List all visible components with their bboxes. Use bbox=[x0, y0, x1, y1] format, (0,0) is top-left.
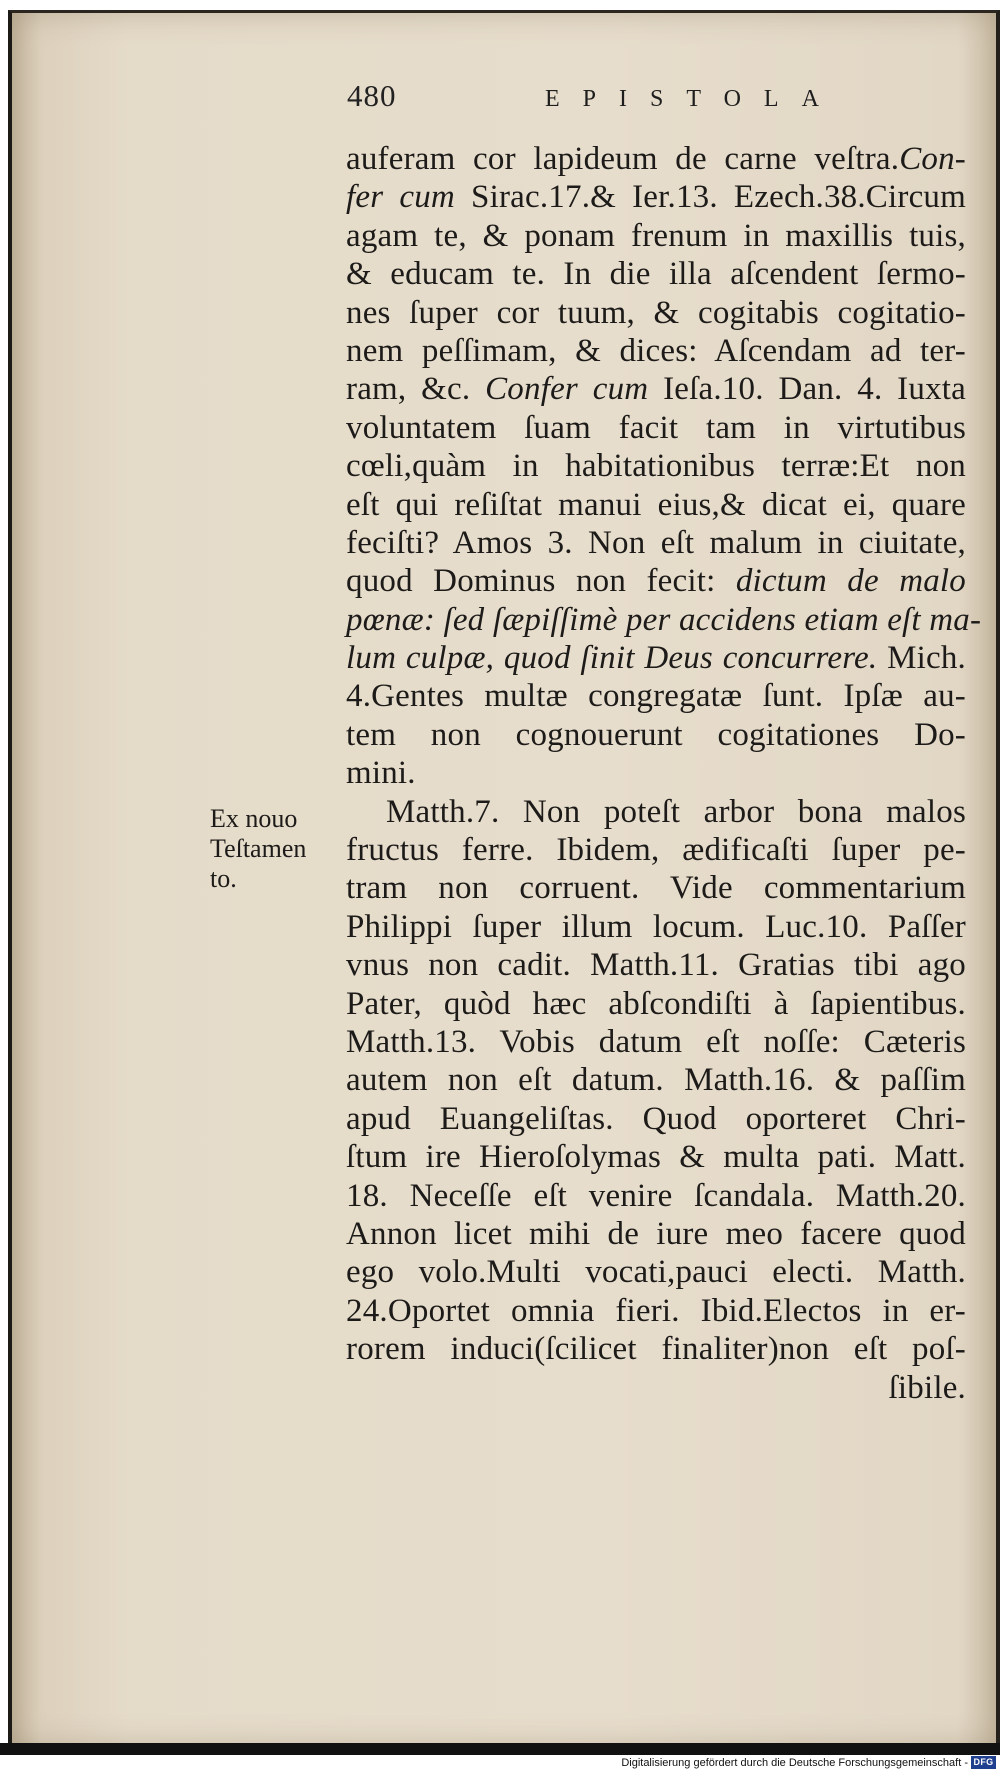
text-line: pœnæ: ſed ſæpiſſimè per accidens etiam eſt ma- bbox=[346, 601, 982, 638]
text-line: apud Euangeliſtas. Quod oporteret Chri- bbox=[346, 1100, 966, 1137]
text-line: ſtum ire Hieroſolymas & multa pati. Matt. bbox=[346, 1139, 966, 1176]
text-line: voluntatem ſuam facit tam in virtutibus bbox=[346, 409, 966, 446]
margin-note bbox=[210, 804, 350, 894]
digitization-credit: Digitalisierung gefördert durch die Deutsche Forschungsgemeinschaft - bbox=[621, 1757, 968, 1769]
text-line: quod Dominus non fecit: dictum de malo bbox=[346, 563, 966, 600]
text-line: Philippi ſuper illum locum. Luc.10. Paſſer bbox=[346, 908, 966, 945]
text-line: ram, &c. Confer cum Ieſa.10. Dan. 4. Iuxta bbox=[346, 371, 966, 408]
text-line: agam te, & ponam frenum in maxillis tuis, bbox=[346, 217, 966, 254]
text-line: feciſti? Amos 3. Non eſt malum in ciuitate, bbox=[346, 524, 966, 561]
margin-note-line: Teſtamen bbox=[210, 834, 307, 863]
text-line: 4.Gentes multæ congregatæ ſunt. Ipſæ au- bbox=[346, 678, 966, 715]
text-line: ego volo.Multi vocati,pauci electi. Matth. bbox=[346, 1254, 966, 1291]
body-text bbox=[346, 140, 982, 1407]
text-line: 24.Oportet omnia fieri. Ibid.Electos in er- bbox=[346, 1292, 966, 1329]
text-line: 18. Neceſſe eſt venire ſcandala. Matth.20. bbox=[346, 1177, 966, 1214]
margin-note-line: Ex nouo bbox=[210, 804, 298, 833]
text-line: ſibile. bbox=[888, 1369, 966, 1406]
text-line: Matth.7. Non poteſt arbor bona malos bbox=[386, 793, 966, 830]
dfg-logo: DFG bbox=[971, 1756, 996, 1769]
text-line: Pater, quòd hæc abſcondiſti à ſapientibus. bbox=[346, 985, 966, 1022]
text-line: tem non cognouerunt cogitationes Do- bbox=[346, 716, 966, 753]
text-line: fructus ferre. Ibidem, ædificaſti ſuper pe- bbox=[346, 832, 966, 869]
text-line: tram non corruent. Vide commentarium bbox=[346, 870, 966, 907]
scan-bottom-edge bbox=[0, 1743, 1000, 1755]
text-line: cœli,quàm in habitationibus terræ:Et non bbox=[346, 448, 966, 485]
page-number: 480 bbox=[347, 78, 397, 113]
text-line: & educam te. In die illa aſcendent ſermo- bbox=[346, 256, 966, 293]
text-line: lum culpæ, quod ſinit Deus concurrere. Mich. bbox=[346, 640, 966, 677]
text-line: nes ſuper cor tuum, & cogitabis cogitatio- bbox=[346, 294, 966, 331]
margin-note-line: to. bbox=[210, 864, 237, 893]
running-head: EPISTOLA bbox=[545, 86, 842, 112]
text-line: vnus non cadit. Matth.11. Gratias tibi ago bbox=[346, 947, 966, 984]
text-line: mini. bbox=[346, 755, 416, 792]
text-line: Annon licet mihi de iure meo facere quod bbox=[346, 1215, 966, 1252]
text-line: nem peſſimam, & dices: Aſcendam ad ter- bbox=[346, 332, 966, 369]
text-line: eſt qui reſiſtat manui eius,& dicat ei, quare bbox=[346, 486, 966, 523]
text-line: rorem induci(ſcilicet finaliter)non eſt poſ- bbox=[346, 1331, 966, 1368]
text-line: Matth.13. Vobis datum eſt noſſe: Cæteris bbox=[346, 1023, 966, 1060]
text-line: auferam cor lapideum de carne veſtra.Con- bbox=[346, 141, 966, 177]
text-line: fer cum Sirac.17.& Ier.13. Ezech.38.Circum bbox=[346, 179, 966, 216]
text-line: autem non eſt datum. Matth.16. & paſſim bbox=[346, 1062, 966, 1099]
